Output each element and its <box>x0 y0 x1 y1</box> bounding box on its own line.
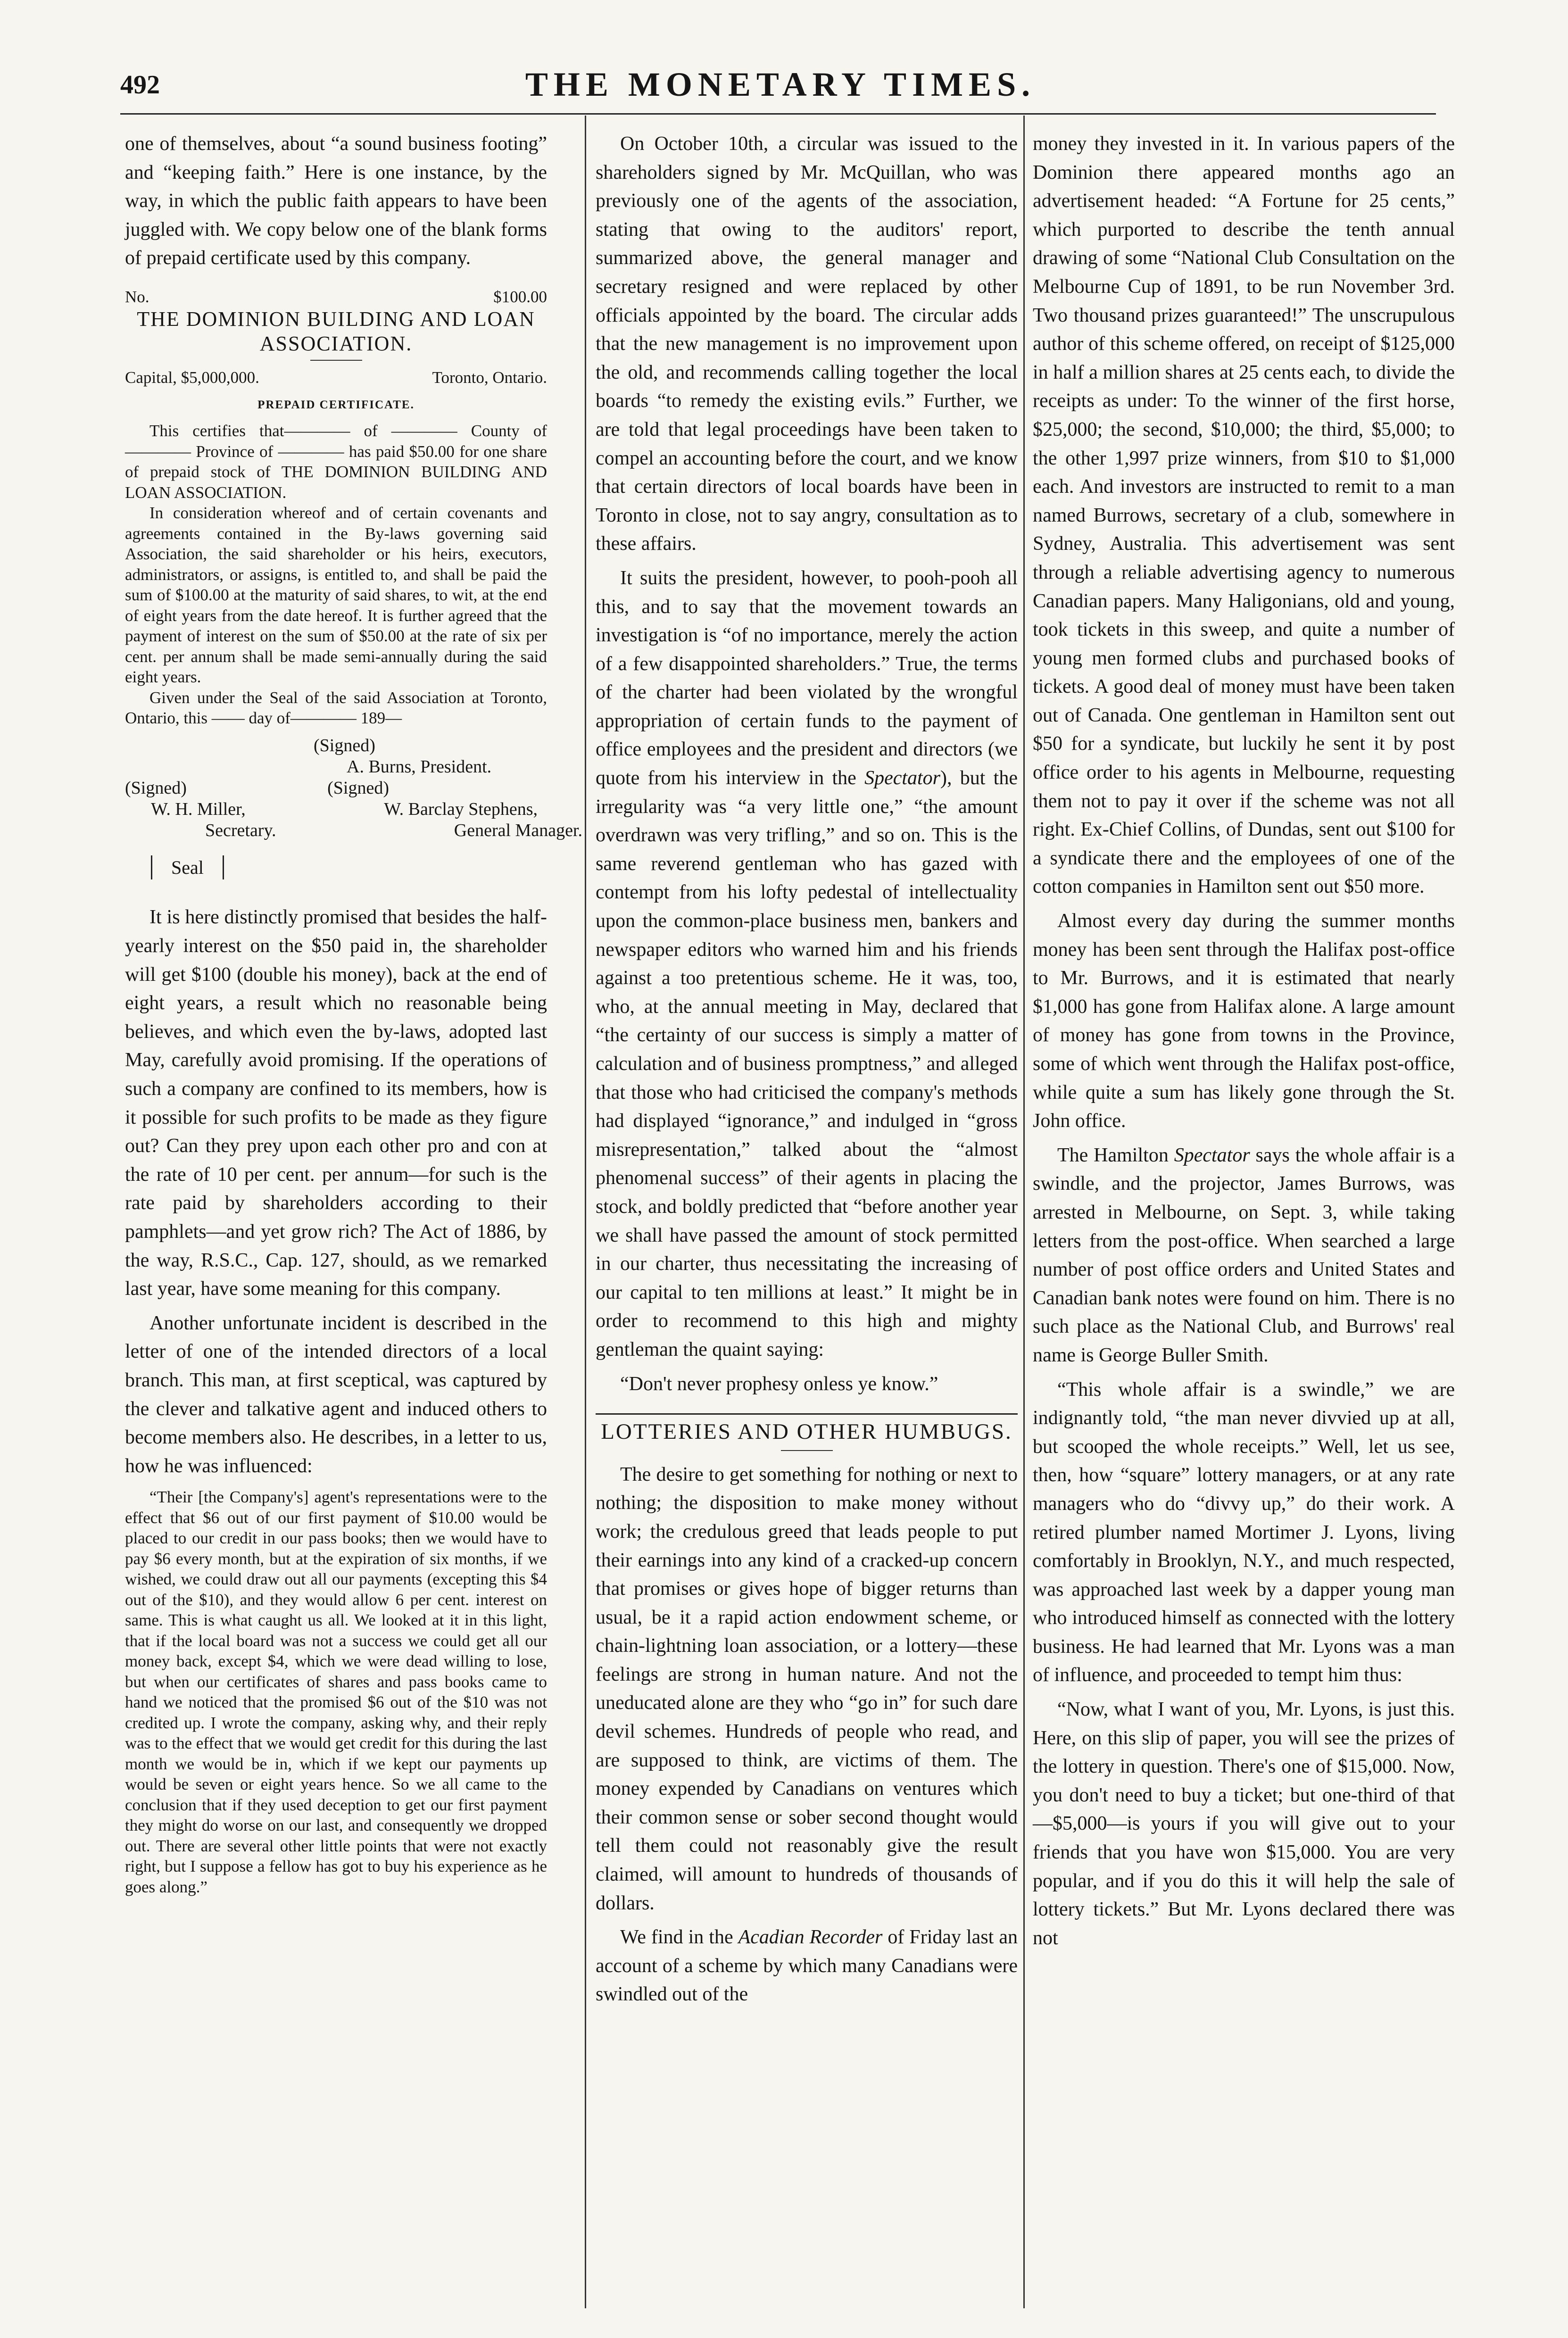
divider <box>310 360 362 361</box>
text-run: We find in the <box>620 1926 738 1948</box>
certificate-number-label: No. <box>125 287 149 306</box>
signed-row <box>125 778 389 799</box>
certificate-body: This certifies that———— of ———— County of ———— Province of ———— has paid $50.00 for one share of prepaid stock of THE DOMINION BUILDING AND LOAN ASSOCIATION. <box>125 422 547 502</box>
certificate-signatures <box>125 735 582 841</box>
secretary-name: W. H. Miller, <box>151 799 246 819</box>
column-3 <box>1033 130 1455 1952</box>
text-run: It suits the president, however, to pooh-pooh all this, and to say that the movement towards an investigation is “of no importance, merely the action of a few disappointed shareholders.” True, the terms of the charter had been violated by the wrongful appropriation of certain funds to the payment of office employees and the president and directors (we quote from his interview in the <box>596 567 1018 789</box>
paragraph <box>596 564 1018 1364</box>
paragraph <box>1033 1141 1455 1370</box>
section-heading: LOTTERIES AND OTHER HUMBUGS. <box>596 1413 1018 1446</box>
publication-name: Spectator <box>864 767 941 789</box>
column-divider <box>1023 116 1025 2308</box>
certificate-amount: $100.00 <box>493 287 547 306</box>
text-run: of Friday last an account of a scheme by which many Canadians were swindled out of the <box>596 1926 1018 2006</box>
certificate-body: Given under the Seal of the said Association at Toronto, Ontario, this —— day of———— 189— <box>125 688 547 728</box>
paragraph <box>596 1923 1018 2009</box>
paragraph: Almost every day during the summer months money has been sent through the Halifax post-office to Mr. Burrows, and it is estimated that nearly $1,000 has gone from Halifax alone. A large amount of money has gone from towns in the Province, some of which went through the Halifax post-office, while quite a sum has likely gone through the St. John office. <box>1033 910 1455 1132</box>
paragraph: money they invested in it. In various papers of the Dominion there appeared months ago an advertisement headed: “A Fortune for 25 cents,” which purported to describe the tenth annual drawing of some “National Club Consultation on the Melbourne Cup of 1891, to be run November 3rd. Two thousand prizes guaranteed!” The unscrupulous author of this scheme offered, on receipt of $125,000 in half a million shares at 25 cents each, to divide the receipts as under: To the winner of the first horse, $25,000; the second, $10,000; the third, $5,000; to the other 1,997 prize winners, from $10 to $1,000 each. And investors are instructed to remit to a man named Burrows, secretary of a club, somewhere in Sydney, Australia. This advertisement was sent through a reliable advertising agency to numerous Canadian papers. Many Haligonians, old and young, took tickets in this sweep, and quite a number of young men formed clubs and purchased books of tickets. A good deal of money must have been taken out of Canada. One gentleman in Hamilton sent out $50 for a syndicate, but luckily he sent it by post office order to his agents in Melbourne, requesting them not to pay it over if the scheme was not all right. Ex-Chief Collins, of Dundas, sent out $100 for a syndicate there and the employees of one of the cotton companies in Hamilton sent out $50 more. <box>1033 133 1455 898</box>
paragraph: “Now, what I want of you, Mr. Lyons, is just this. Here, on this slip of paper, you will see the prizes of the lottery in question. There's one of $15,000. Now, you don't need to buy a ticket; but one-third of that—$5,000—is yours if you will give out to your friends that you have won $15,000. You are very popular, and if you do this it will help the sale of lottery tickets.” But Mr. Lyons declared there was not <box>1033 1699 1455 1949</box>
header-rule <box>120 113 1436 115</box>
signed-label: (Signed) <box>125 778 187 798</box>
letter-quote <box>125 1487 547 1897</box>
seal-mark: Seal <box>151 855 224 880</box>
certificate-body: In consideration whereof and of certain covenants and agreements contained in the By-laws governing said Association, the said shareholder or his heirs, executors, administrators, or assigns, is entitled to, and shall be paid the sum of $100.00 at the maturity of said shares, to wit, at the end of eight years from the date hereof. It is further agreed that the payment of interest on the sum of $50.00 at the rate of six per cent. per annum shall be made semi-annually during the said eight years. <box>125 504 547 687</box>
page-number: 492 <box>120 70 160 99</box>
publication-name: Acadian Recorder <box>738 1926 883 1948</box>
publication-name: Spectator <box>1174 1144 1250 1166</box>
paragraph: The desire to get something for nothing or next to nothing; the disposition to make money without work; the credulous greed that leads people to put their earnings into any kind of a cracked-up concern that promises or gives hope of bigger returns than usual, be it a rapid action endowment scheme, or chain-lightning loan association, or a lottery—these feelings are strong in human nature. And not the uneducated alone are they who “go in” for such dare devil schemes. Hundreds of people who read, and are supposed to think, are victims of them. The money expended by Canadians on ventures which their common sense or sober second thought would tell them could not reasonably give the result claimed, will amount to hundreds of thousands of dollars. <box>596 1463 1018 1914</box>
certificate-title: THE DOMINION BUILDING AND LOAN ASSOCIATION. <box>137 307 535 356</box>
paragraph: On October 10th, a circular was issued to the shareholders signed by Mr. McQuillan, who was previously one of the agents of the association, stating that owing to the auditors' report, summarized above, the general manager and secretary resigned and were replaced by other officials appointed by the board. The circular adds that the new management is no improvement upon the old, and recommends calling together the local boards “to remedy the existing evils.” Further, we are told that legal proceedings have been taken to compel an accounting before the court, and we know that certain directors of local boards have been in Toronto in close, not to say angry, consultation as to these affairs. <box>596 133 1018 555</box>
divider <box>781 1450 833 1451</box>
paragraph: one of themselves, about “a sound business footing” and “keeping faith.” Here is one instance, by the way, in which the public faith appears to have been juggled with. We copy below one of the blank forms of prepaid certificate used by this company. <box>125 133 547 269</box>
signed-label: (Signed) <box>327 778 389 798</box>
text-run: says the whole affair is a swindle, and the projector, James Burrows, was arrested in Melbourne, on Sept. 3, while taking letters from the post-office. When searched a large number of post office orders and United States and Canadian bank notes were found on him. There is no such place as the National Club, and Burrows' real name is George Buller Smith. <box>1033 1144 1455 1366</box>
page-header <box>120 65 1441 108</box>
manager-title: General Manager. <box>454 820 582 840</box>
certificate-kind: PREPAID CERTIFICATE. <box>257 398 415 411</box>
column-1 <box>125 130 582 1897</box>
paragraph: Another unfortunate incident is described in the letter of one of the intended directors of a local branch. This man, at first sceptical, was captured by the clever and talkative agent and induced others to become members also. He describes, in a letter to us, how he was influenced: <box>125 1312 547 1477</box>
column-divider <box>585 116 586 2308</box>
quote-text: “Their [the Company's] agent's representations were to the effect that $6 out of our first payment of $10.00 would be placed to our credit in our pass books; then we would have to pay $6 every month, but at the expiration of six months, if we wished, we could draw out all our payments (excepting this $4 out of the $10), and they would allow 6 per cent. interest on same. This is what caught us all. We looked at it in this light, that if the local board was not a success we could get all our money back, except $4, which we were dead willing to lose, but when our certificates of shares and pass books came to hand we noticed that the promised $6 out of the $10 was not credited up. I wrote the company, asking why, and their reply was to the effect that we would get credit for this during the last month we would be in, which if we kept our payments up would be seven or eight years hence. So we all came to the conclusion that if they used deception to get our first payment they might do worse on our last, and consequently we dropped out. There are several other little points that were not exactly right, but I suppose a fellow has got to buy his experience as he goes along.” <box>125 1488 547 1896</box>
certificate-location: Toronto, Ontario. <box>432 368 547 387</box>
certificate-capital: Capital, $5,000,000. <box>125 368 259 387</box>
manager-name: W. Barclay Stephens, <box>384 799 538 819</box>
officer-titles-row <box>125 820 582 841</box>
column-2 <box>596 130 1018 2009</box>
certificate-capital-row <box>125 367 547 388</box>
paragraph: “This whole affair is a swindle,” we are indignantly told, “the man never divvied up at all, but scooped the whole receipts.” Well, let us see, then, how “square” lottery managers, or at any rate managers who do “divvy up,” do their work. A retired plumber named Mortimer J. Lyons, living comfortably in Brooklyn, N.Y., and much respected, was approached last week by a dapper young man who introduced himself as connected with the lottery business. He had learned that Mr. Lyons was a man of influence, and proceeded to tempt him thus: <box>1033 1378 1455 1686</box>
text-run: ), but the irregularity was “a very little one,” “the amount overdrawn was very trifling,” and so on. This is the same reverend gentleman who has gazed with contempt from his lofty pedestal of intellectuality upon the common-place business men, bankers and newspaper editors who warned him and his friends against a too pretentious scheme. He it was, too, who, at the annual meeting in May, declared that “the certainty of our success is simply a matter of calculation and of business promptness,” and alleged that those who had criticised the company's methods had displayed “ignorance,” and indulged in “gross misrepresentation,” talked about the “almost phenomenal success” of their agents in placing the stock, and boldly predicted that “before another year we shall have passed the amount of stock permitted in our charter, thus necessitating the increasing of our capital to ten millions at least.” It might be in order to recommend to this high and mighty gentleman the quaint saying: <box>596 767 1018 1360</box>
certificate-number-row <box>125 287 547 307</box>
officer-names-row <box>125 799 538 820</box>
certificate <box>125 287 582 904</box>
president-signature: A. Burns, President. <box>347 756 492 777</box>
masthead-title: THE MONETARY TIMES. <box>525 66 1036 103</box>
secretary-title: Secretary. <box>205 820 276 840</box>
saying: “Don't never prophesy onless ye know.” <box>620 1373 938 1395</box>
text-run: The Hamilton <box>1057 1144 1174 1166</box>
paragraph: It is here distinctly promised that besides the half-yearly interest on the $50 paid in, the shareholder will get $100 (double his money), back at the end of eight years, a result which no reasonable being believes, and which even the by-laws, adopted last May, carefully avoid promising. If the operations of such a company are confined to its members, how is it possible for such profits to be made as they figure out? Can they prey upon each other pro and con at the rate of 10 per cent. per annum—for such is the rate paid by shareholders according to their pamphlets—and yet grow rich? The Act of 1886, by the way, R.S.C., Cap. 127, should, as we remarked last year, have some meaning for this company. <box>125 906 547 1300</box>
signed-label: (Signed) <box>314 735 375 755</box>
